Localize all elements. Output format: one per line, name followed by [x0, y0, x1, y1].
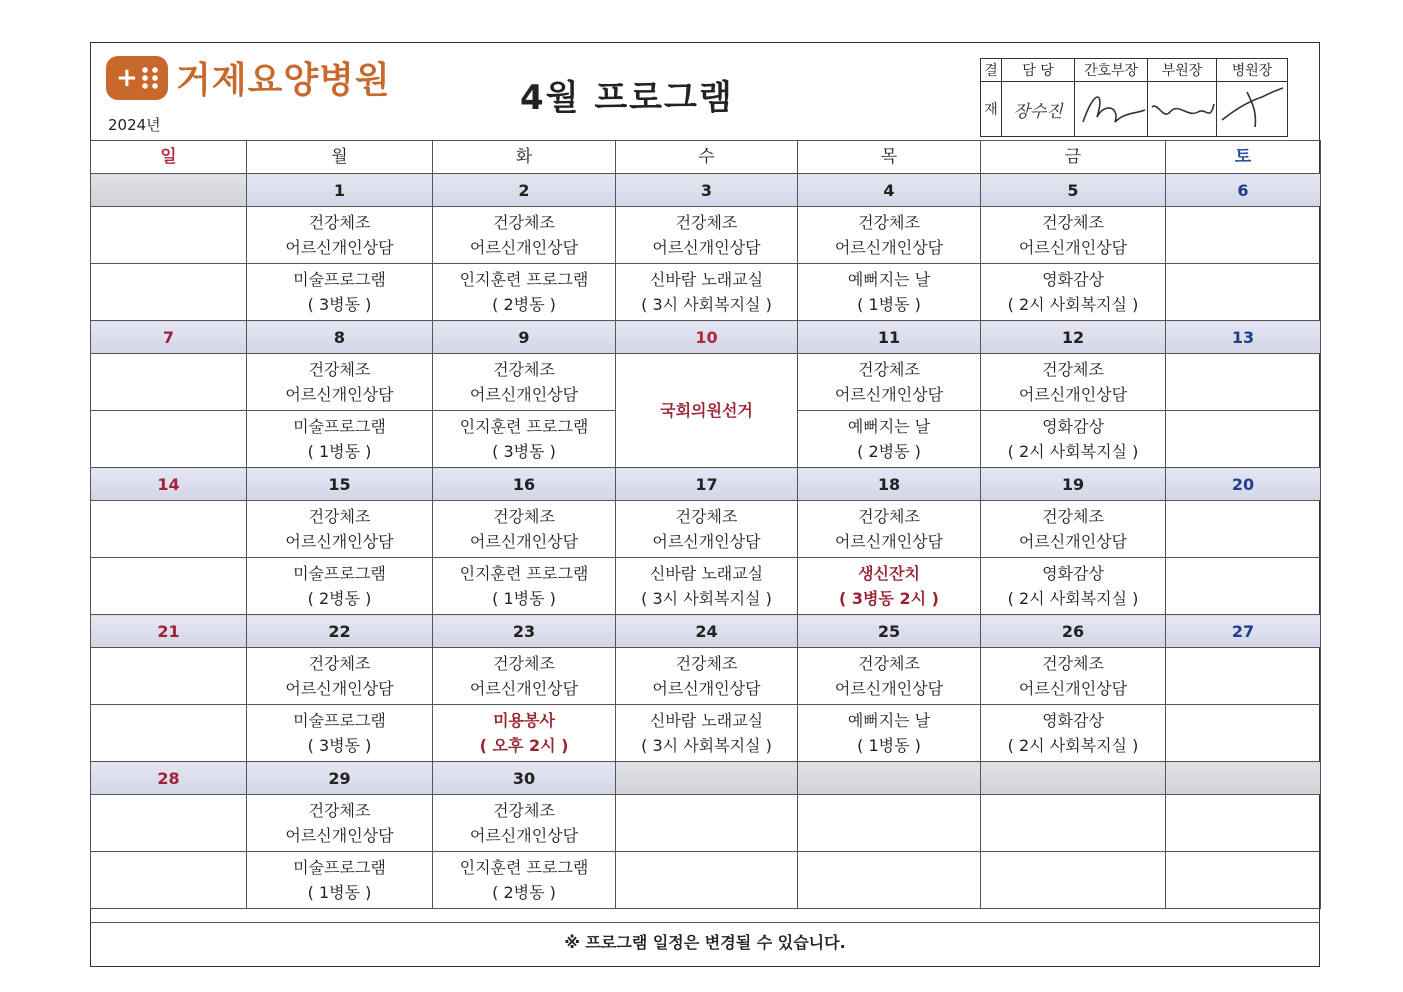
- program-line: 건강체조: [308, 360, 371, 379]
- program-line: ( 1병동 ): [307, 883, 372, 902]
- program-line: 인지훈련 프로그램: [459, 270, 589, 289]
- program-cell: [798, 852, 981, 909]
- date-cell: 17: [616, 468, 798, 501]
- program-line: 어르신개인상담: [1018, 679, 1128, 698]
- date-cell: 18: [798, 468, 981, 501]
- program-line: 건강체조: [858, 213, 920, 232]
- approval-role: 병원장: [1217, 59, 1288, 82]
- program-line: 건강체조: [308, 213, 371, 232]
- program-line: 어르신개인상담: [469, 679, 579, 698]
- program-line: ( 3병동 ): [307, 736, 372, 755]
- program-line: ( 1병동 ): [857, 736, 921, 755]
- program-cell: [247, 354, 433, 411]
- date-cell: [91, 174, 247, 207]
- program-line: 신바람 노래교실: [649, 564, 764, 583]
- program-row: [91, 705, 1321, 762]
- program-cell: [1166, 852, 1321, 909]
- program-cell: [798, 354, 981, 411]
- program-cell: [91, 264, 247, 321]
- date-row: [91, 321, 1321, 354]
- program-line: 미술프로그램: [293, 270, 386, 289]
- program-line: 건강체조: [493, 507, 555, 526]
- program-row: [91, 207, 1321, 264]
- program-cell: [247, 501, 433, 558]
- program-cell: [91, 648, 247, 705]
- program-cell: [91, 705, 247, 762]
- program-cell: [1166, 705, 1321, 762]
- program-line: 어르신개인상담: [652, 679, 761, 698]
- program-line: 예뻐지는 날: [847, 270, 931, 289]
- date-cell: 21: [91, 615, 247, 648]
- program-line: 건강체조: [858, 654, 920, 673]
- weekday-label: 수: [616, 141, 798, 174]
- date-cell: 4: [798, 174, 981, 207]
- date-cell: 1: [247, 174, 433, 207]
- program-line: 어르신개인상담: [834, 238, 944, 257]
- signature-director: [1217, 82, 1288, 137]
- signature-nurse-head: [1075, 82, 1148, 137]
- program-cell: [616, 264, 798, 321]
- program-line: 어르신개인상담: [469, 385, 579, 404]
- program-cell: [798, 705, 981, 762]
- program-cell: [247, 207, 433, 264]
- program-cell: [1166, 795, 1321, 852]
- date-cell: 15: [247, 468, 433, 501]
- approval-role: 담 당: [1002, 59, 1075, 82]
- date-cell: [981, 762, 1166, 795]
- program-cell: [1166, 648, 1321, 705]
- program-cell: [91, 354, 247, 411]
- signer-name: 장수진: [1013, 101, 1063, 122]
- date-cell: 19: [981, 468, 1166, 501]
- date-cell: 25: [798, 615, 981, 648]
- footer-note: ※ 프로그램 일정은 변경될 수 있습니다.: [90, 922, 1320, 967]
- program-line: ( 3시 사회복지실 ): [641, 736, 772, 755]
- date-cell: 28: [91, 762, 247, 795]
- program-line: 인지훈련 프로그램: [459, 417, 589, 436]
- program-line: ( 2병동 ): [857, 442, 921, 461]
- program-line: 영화감상: [1042, 564, 1104, 583]
- program-row: [91, 795, 1321, 852]
- date-cell: 13: [1166, 321, 1321, 354]
- program-line: 영화감상: [1042, 711, 1104, 730]
- program-cell: [433, 501, 616, 558]
- program-row: [91, 501, 1321, 558]
- date-cell: 14: [91, 468, 247, 501]
- program-cell: [247, 795, 433, 852]
- approval-box: [980, 58, 1288, 137]
- program-row: [91, 264, 1321, 321]
- program-line: 건강체조: [675, 654, 738, 673]
- program-line: 신바람 노래교실: [649, 711, 764, 730]
- program-cell: [91, 501, 247, 558]
- approval-side-top: 결: [981, 59, 1002, 82]
- program-line: 어르신개인상담: [834, 385, 944, 404]
- program-cell: [433, 852, 616, 909]
- date-row: [91, 762, 1321, 795]
- program-line: 어르신개인상담: [285, 679, 394, 698]
- program-line: 어르신개인상담: [469, 238, 579, 257]
- program-cell: [798, 411, 981, 468]
- program-cell: [981, 411, 1166, 468]
- program-line: 인지훈련 프로그램: [459, 564, 589, 583]
- calendar-table: [90, 140, 1321, 909]
- date-cell: 23: [433, 615, 616, 648]
- program-cell: [91, 795, 247, 852]
- program-row: [91, 558, 1321, 615]
- program-cell: [247, 558, 433, 615]
- program-cell: [981, 648, 1166, 705]
- program-line: 미술프로그램: [293, 711, 386, 730]
- date-cell: 6: [1166, 174, 1321, 207]
- program-line: 건강체조: [675, 213, 738, 232]
- program-cell: [798, 648, 981, 705]
- date-cell: 27: [1166, 615, 1321, 648]
- program-cell: [433, 411, 616, 468]
- approval-role: 부원장: [1148, 59, 1217, 82]
- program-line: ( 1병동 ): [307, 442, 372, 461]
- approval-role: 간호부장: [1075, 59, 1148, 82]
- weekday-label: 일: [91, 141, 247, 174]
- program-cell: [91, 207, 247, 264]
- program-line: 건강체조: [675, 507, 738, 526]
- program-cell: [247, 705, 433, 762]
- program-cell: [798, 207, 981, 264]
- program-line: 건강체조: [308, 654, 371, 673]
- date-cell: 24: [616, 615, 798, 648]
- date-cell: 7: [91, 321, 247, 354]
- weekday-label: 금: [981, 141, 1166, 174]
- program-line: 건강체조: [493, 213, 555, 232]
- program-line: 생신잔치: [858, 564, 920, 583]
- date-cell: 11: [798, 321, 981, 354]
- program-cell: [1166, 354, 1321, 411]
- date-row: [91, 174, 1321, 207]
- signature-mark: [1217, 82, 1287, 132]
- program-row: [91, 354, 1321, 411]
- program-line: 건강체조: [308, 801, 371, 820]
- program-line: 건강체조: [308, 507, 371, 526]
- program-cell: [433, 648, 616, 705]
- program-cell: [433, 207, 616, 264]
- hospital-logo: [106, 52, 391, 103]
- program-cell: [981, 558, 1166, 615]
- program-cell: [1166, 264, 1321, 321]
- program-cell: [981, 354, 1166, 411]
- page-title: 4월 프로그램: [520, 78, 734, 118]
- program-cell: [247, 264, 433, 321]
- holiday-cell: 국회의원선거: [616, 354, 798, 468]
- program-line: 어르신개인상담: [285, 385, 394, 404]
- program-line: ( 2시 사회복지실 ): [1007, 736, 1139, 755]
- date-cell: 8: [247, 321, 433, 354]
- program-line: 어르신개인상담: [652, 238, 761, 257]
- program-line: 건강체조: [493, 360, 555, 379]
- program-line: 건강체조: [1042, 213, 1104, 232]
- signature-staff: [1002, 82, 1075, 137]
- date-cell: 29: [247, 762, 433, 795]
- program-line: ( 오후 2시 ): [479, 736, 569, 755]
- program-cell: [1166, 501, 1321, 558]
- program-cell: [433, 705, 616, 762]
- program-line: 어르신개인상담: [285, 826, 394, 845]
- program-cell: [798, 795, 981, 852]
- date-cell: 9: [433, 321, 616, 354]
- program-row: [91, 852, 1321, 909]
- program-line: 건강체조: [1042, 507, 1104, 526]
- program-cell: [433, 354, 616, 411]
- date-cell: 26: [981, 615, 1166, 648]
- program-cell: [433, 558, 616, 615]
- program-cell: [1166, 207, 1321, 264]
- date-cell: 10: [616, 321, 798, 354]
- program-cell: [247, 648, 433, 705]
- date-cell: [1166, 762, 1321, 795]
- date-cell: 20: [1166, 468, 1321, 501]
- program-line: 영화감상: [1042, 270, 1104, 289]
- program-cell: [981, 264, 1166, 321]
- date-row: [91, 468, 1321, 501]
- program-cell: [798, 264, 981, 321]
- program-line: 건강체조: [493, 654, 555, 673]
- weekday-header: [91, 141, 1321, 174]
- program-line: 건강체조: [1042, 360, 1104, 379]
- program-line: ( 3병동 2시 ): [839, 589, 939, 608]
- weekday-label: 목: [798, 141, 981, 174]
- program-line: 예뻐지는 날: [847, 417, 931, 436]
- program-cell: [798, 501, 981, 558]
- program-cell: [91, 411, 247, 468]
- program-cell: [616, 501, 798, 558]
- program-line: ( 2시 사회복지실 ): [1007, 295, 1139, 314]
- program-cell: [616, 558, 798, 615]
- program-cell: [981, 852, 1166, 909]
- program-line: ( 1병동 ): [857, 295, 921, 314]
- date-cell: 30: [433, 762, 616, 795]
- program-cell: [616, 795, 798, 852]
- date-cell: [616, 762, 798, 795]
- weekday-label: 화: [433, 141, 616, 174]
- program-line: 건강체조: [858, 507, 920, 526]
- program-line: 어르신개인상담: [834, 532, 944, 551]
- date-cell: 2: [433, 174, 616, 207]
- program-cell: [981, 207, 1166, 264]
- program-cell: [433, 264, 616, 321]
- program-line: 영화감상: [1042, 417, 1104, 436]
- program-line: 어르신개인상담: [285, 238, 394, 257]
- program-cell: [247, 852, 433, 909]
- year-label: 2024년: [108, 116, 161, 134]
- program-cell: [616, 207, 798, 264]
- program-line: 어르신개인상담: [469, 826, 579, 845]
- program-line: 건강체조: [493, 801, 555, 820]
- date-cell: 5: [981, 174, 1166, 207]
- signature-mark: [1075, 82, 1147, 132]
- approval-side-bottom: 재: [981, 82, 1002, 137]
- weekday-label: 월: [247, 141, 433, 174]
- program-line: 어르신개인상담: [652, 532, 761, 551]
- program-line: ( 2병동 ): [307, 589, 372, 608]
- program-line: 건강체조: [858, 360, 920, 379]
- program-cell: [247, 411, 433, 468]
- date-row: [91, 615, 1321, 648]
- program-line: 어르신개인상담: [1018, 238, 1128, 257]
- date-cell: [798, 762, 981, 795]
- program-line: 어르신개인상담: [285, 532, 394, 551]
- program-cell: [91, 558, 247, 615]
- program-line: ( 2병동 ): [492, 883, 556, 902]
- program-cell: [798, 558, 981, 615]
- weekday-label: 토: [1166, 141, 1321, 174]
- program-line: 어르신개인상담: [1018, 532, 1128, 551]
- program-line: ( 2시 사회복지실 ): [1007, 589, 1139, 608]
- hospital-cross-icon: +: [106, 56, 168, 100]
- program-cell: [616, 705, 798, 762]
- program-line: 어르신개인상담: [1018, 385, 1128, 404]
- date-cell: 3: [616, 174, 798, 207]
- program-line: 인지훈련 프로그램: [459, 858, 589, 877]
- program-row: [91, 648, 1321, 705]
- program-cell: [981, 795, 1166, 852]
- program-line: 미용봉사: [493, 711, 555, 730]
- program-line: 어르신개인상담: [469, 532, 579, 551]
- program-line: 어르신개인상담: [834, 679, 944, 698]
- date-cell: 16: [433, 468, 616, 501]
- program-line: ( 2시 사회복지실 ): [1007, 442, 1139, 461]
- program-cell: [433, 795, 616, 852]
- logo-text: 거제요양병원: [176, 60, 391, 101]
- program-line: 예뻐지는 날: [847, 711, 931, 730]
- program-line: ( 3병동 ): [492, 442, 556, 461]
- date-cell: 12: [981, 321, 1166, 354]
- program-cell: [91, 852, 247, 909]
- program-line: 건강체조: [1042, 654, 1104, 673]
- program-line: 미술프로그램: [293, 564, 386, 583]
- program-cell: [981, 705, 1166, 762]
- program-line: 미술프로그램: [293, 417, 386, 436]
- program-line: ( 1병동 ): [492, 589, 556, 608]
- program-line: 신바람 노래교실: [649, 270, 764, 289]
- signature-vice-director: [1148, 82, 1217, 137]
- program-cell: [981, 501, 1166, 558]
- program-line: ( 2병동 ): [492, 295, 556, 314]
- program-cell: [1166, 558, 1321, 615]
- signature-mark: [1148, 82, 1216, 132]
- date-cell: 22: [247, 615, 433, 648]
- program-line: ( 3시 사회복지실 ): [641, 589, 772, 608]
- program-cell: [616, 648, 798, 705]
- program-cell: [616, 852, 798, 909]
- program-line: ( 3시 사회복지실 ): [641, 295, 772, 314]
- program-line: ( 3병동 ): [307, 295, 372, 314]
- program-line: 미술프로그램: [293, 858, 386, 877]
- program-cell: [1166, 411, 1321, 468]
